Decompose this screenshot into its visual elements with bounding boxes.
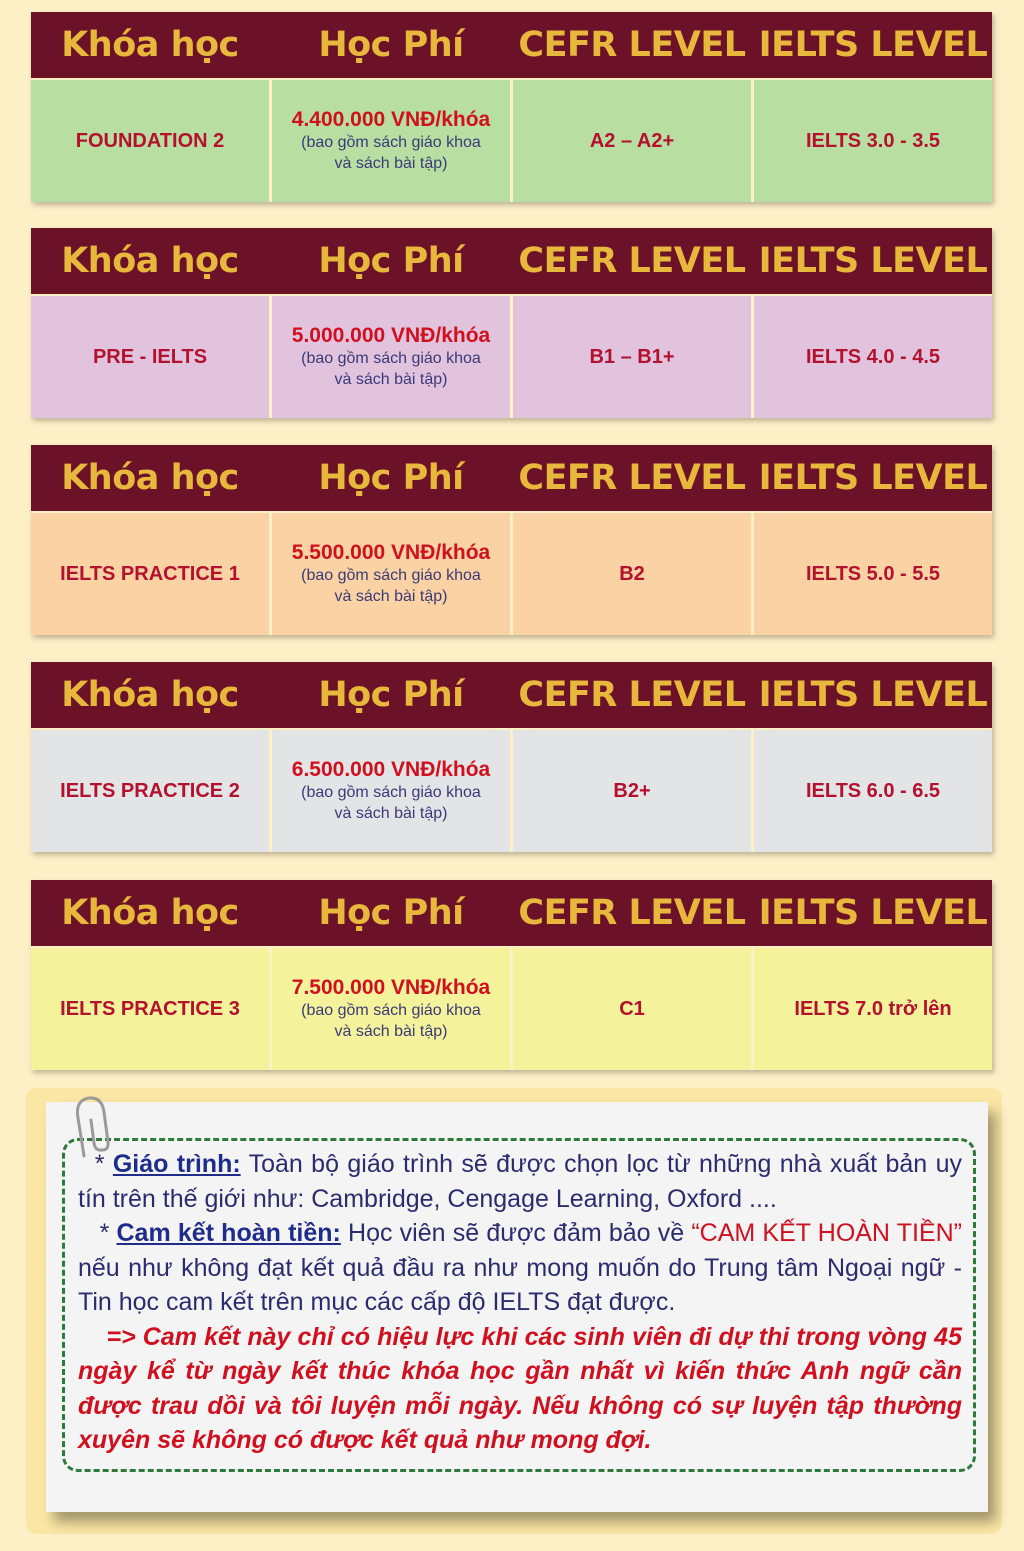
header-cefr: CEFR LEVEL [513, 662, 751, 728]
bullet2-text2: nếu như không đạt kết quả đầu ra như mong muốn do Trung tâm Ngoại ngữ - Tin học cam kết trên mục các cấp độ IELTS đạt được. [78, 1253, 962, 1316]
course-cefr: B2+ [613, 779, 651, 802]
course-row [31, 296, 992, 418]
bullet1-prefix: * [94, 1150, 113, 1178]
header-cefr: CEFR LEVEL [513, 12, 751, 78]
course-price: 4.400.000 VNĐ/khóa [291, 108, 491, 131]
course-row [31, 948, 992, 1070]
course-price: 5.500.000 VNĐ/khóa [291, 541, 491, 564]
course-row [31, 730, 992, 852]
fee-note-line1: (bao gồm sách giáo khoa [301, 350, 481, 367]
course-cefr-cell [513, 513, 751, 635]
fee-note-line2: và sách bài tập) [334, 805, 448, 822]
course-name: IELTS PRACTICE 2 [60, 779, 240, 802]
course-fee-cell [272, 513, 510, 635]
course-cefr: B2 [619, 562, 645, 585]
bullet1-text: Toàn bộ giáo trình sẽ được chọn lọc từ những nhà xuất bản uy tín trên thế giới như: Cambridge, Cengage Learning, Oxford .... [78, 1150, 962, 1213]
header-fee: Học Phí [272, 445, 510, 511]
course-table [31, 662, 992, 852]
fee-note-line1: (bao gồm sách giáo khoa [301, 134, 481, 151]
course-cefr-cell [513, 296, 751, 418]
course-ielts: IELTS 3.0 - 3.5 [805, 129, 941, 152]
fee-note-line2: và sách bài tập) [334, 371, 448, 388]
course-cefr-cell [513, 80, 751, 202]
course-ielts: IELTS 6.0 - 6.5 [805, 779, 941, 802]
header-course: Khóa học [31, 880, 269, 946]
course-fee-cell [272, 948, 510, 1070]
header-course: Khóa học [31, 228, 269, 294]
course-table [31, 12, 992, 202]
header-ielts: IELTS LEVEL [754, 228, 992, 294]
course-name-cell [31, 296, 269, 418]
notes-text [78, 1147, 962, 1458]
course-ielts-cell [754, 948, 992, 1070]
bullet2-label: Cam kết hoàn tiền: [116, 1219, 341, 1247]
course-price: 7.500.000 VNĐ/khóa [291, 976, 491, 999]
table-header-row [31, 662, 992, 728]
header-cefr: CEFR LEVEL [513, 228, 751, 294]
header-course: Khóa học [31, 445, 269, 511]
course-cefr-cell [513, 948, 751, 1070]
course-name: PRE - IELTS [92, 345, 208, 368]
course-row [31, 80, 992, 202]
course-name: IELTS PRACTICE 3 [60, 997, 240, 1020]
table-header-row [31, 445, 992, 511]
header-course: Khóa học [31, 662, 269, 728]
course-cefr: A2 – A2+ [589, 129, 675, 152]
bullet2-prefix: * [99, 1219, 117, 1247]
header-fee: Học Phí [272, 228, 510, 294]
course-ielts: IELTS 5.0 - 5.5 [805, 562, 941, 585]
course-ielts: IELTS 4.0 - 4.5 [805, 345, 941, 368]
header-fee: Học Phí [272, 880, 510, 946]
header-cefr: CEFR LEVEL [513, 880, 751, 946]
course-name-cell [31, 513, 269, 635]
course-fee-cell [272, 296, 510, 418]
course-name-cell [31, 80, 269, 202]
header-cefr: CEFR LEVEL [513, 445, 751, 511]
course-table [31, 445, 992, 635]
course-name-cell [31, 730, 269, 852]
fee-note-line2: và sách bài tập) [334, 155, 448, 172]
header-ielts: IELTS LEVEL [754, 662, 992, 728]
course-fee-cell [272, 730, 510, 852]
course-cefr: B1 – B1+ [589, 345, 675, 368]
header-fee: Học Phí [272, 12, 510, 78]
fee-note-line1: (bao gồm sách giáo khoa [301, 567, 481, 584]
course-cefr-cell [513, 730, 751, 852]
table-header-row [31, 880, 992, 946]
table-header-row [31, 12, 992, 78]
bullet2-quote: “CAM KẾT HOÀN TIỀN” [691, 1219, 962, 1247]
course-price: 6.500.000 VNĐ/khóa [291, 758, 491, 781]
bullet2-text: Học viên sẽ được đảm bảo về [340, 1219, 692, 1247]
fee-note-line1: (bao gồm sách giáo khoa [301, 784, 481, 801]
fee-note-line2: và sách bài tập) [334, 1023, 448, 1040]
course-ielts-cell [754, 80, 992, 202]
header-fee: Học Phí [272, 662, 510, 728]
bullet1-label: Giáo trình: [112, 1150, 241, 1178]
header-ielts: IELTS LEVEL [754, 12, 992, 78]
table-header-row [31, 228, 992, 294]
fee-note-line2: và sách bài tập) [334, 588, 448, 605]
header-ielts: IELTS LEVEL [754, 880, 992, 946]
course-ielts-cell [754, 296, 992, 418]
course-cefr: C1 [619, 997, 645, 1020]
warning-text: => Cam kết này chỉ có hiệu lực khi các sinh viên đi dự thi trong vòng 45 ngày kể từ ngày kết thúc khóa học gần nhất vì kiến thức Anh ngữ cần được trau dồi và tôi luyện mỗi ngày. Nếu không có sự luyện tập thường xuyên sẽ không có được kết quả như mong đợi. [78, 1322, 962, 1454]
course-name: FOUNDATION 2 [75, 129, 225, 152]
course-ielts-cell [754, 513, 992, 635]
course-table [31, 228, 992, 418]
course-ielts-cell [754, 730, 992, 852]
course-row [31, 513, 992, 635]
fee-note-line1: (bao gồm sách giáo khoa [301, 1002, 481, 1019]
course-name-cell [31, 948, 269, 1070]
course-price: 5.000.000 VNĐ/khóa [291, 324, 491, 347]
course-name: IELTS PRACTICE 1 [60, 562, 240, 585]
header-ielts: IELTS LEVEL [754, 445, 992, 511]
course-fee-cell [272, 80, 510, 202]
course-table [31, 880, 992, 1070]
header-course: Khóa học [31, 12, 269, 78]
course-ielts: IELTS 7.0 trở lên [794, 997, 952, 1020]
